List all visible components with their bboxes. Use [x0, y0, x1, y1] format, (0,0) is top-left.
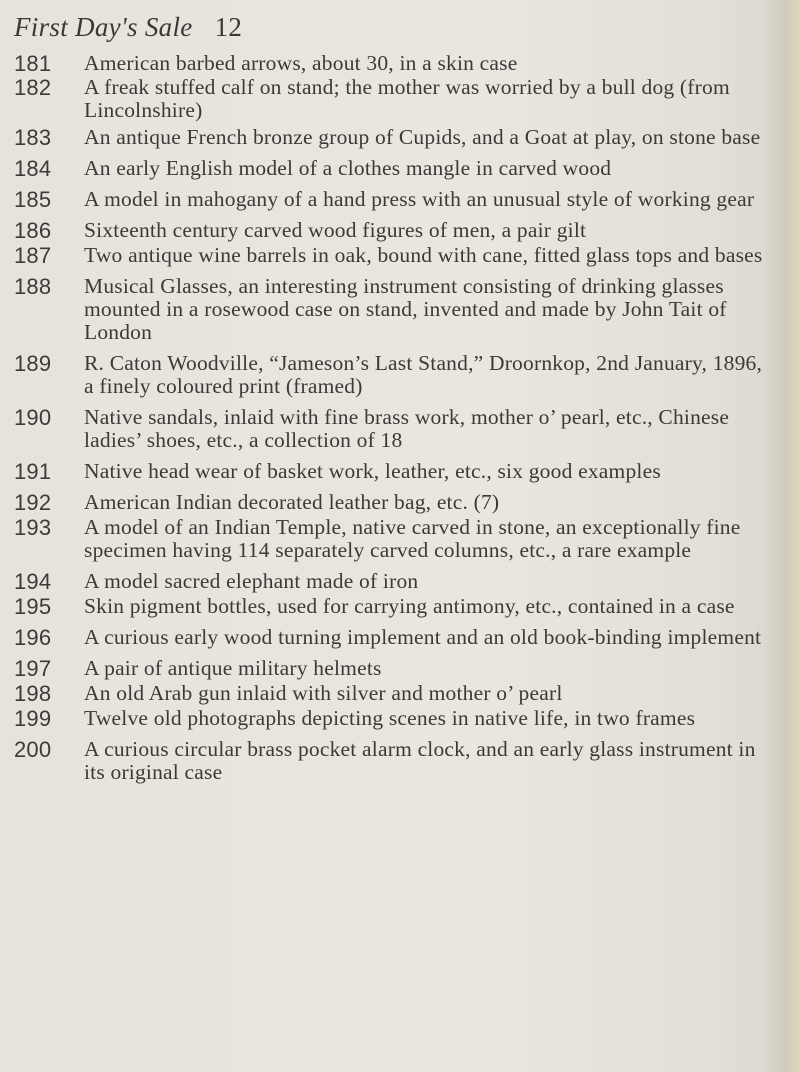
lot-item	[14, 244, 774, 267]
lot-item	[14, 406, 774, 452]
lot-item	[14, 657, 774, 680]
lot-description: A model of an Indian Temple, native carved in stone, an exceptionally fine specimen having 114 separately carved columns, etc., a rare example	[84, 515, 741, 562]
lot-item	[14, 626, 774, 649]
lot-item	[14, 460, 774, 483]
lot-item	[14, 219, 774, 242]
lot-description: An old Arab gun inlaid with silver and mother o’ pearl	[84, 681, 563, 705]
lot-description: Two antique wine barrels in oak, bound with cane, fitted glass tops and bases	[84, 243, 763, 267]
lot-description: An early English model of a clothes mangle in carved wood	[84, 156, 612, 180]
lot-number: 184	[14, 156, 52, 181]
lot-item	[14, 682, 774, 705]
lot-number: 192	[14, 490, 52, 515]
lot-description: An antique French bronze group of Cupids, and a Goat at play, on stone base	[84, 125, 761, 149]
lot-number: 193	[14, 515, 52, 540]
lot-item	[14, 76, 774, 122]
lot-number: 185	[14, 187, 52, 212]
lot-description: A model in mahogany of a hand press with an unusual style of working gear	[84, 187, 755, 211]
page-number: 12	[214, 12, 243, 42]
lot-description: Skin pigment bottles, used for carrying antimony, etc., contained in a case	[84, 594, 735, 618]
lot-item	[14, 738, 774, 784]
lot-description: Musical Glasses, an interesting instrument consisting of drinking glasses mounted in a rosewood case on stand, invented and made by John Tait of London	[84, 274, 727, 344]
lot-number: 182	[14, 75, 52, 100]
lot-item	[14, 126, 774, 149]
lot-description: A pair of antique military helmets	[84, 656, 382, 680]
lot-description: A freak stuffed calf on stand; the mother was worried by a bull dog (from Lincolnshire)	[84, 75, 730, 122]
lot-number: 187	[14, 243, 52, 268]
lot-item	[14, 52, 774, 75]
lot-description: A model sacred elephant made of iron	[84, 569, 419, 593]
page-title: First Day's Sale	[14, 12, 193, 42]
lot-description: Twelve old photographs depicting scenes in native life, in two frames	[84, 706, 696, 730]
lot-number: 196	[14, 625, 52, 650]
lot-description: American Indian decorated leather bag, etc. (7)	[84, 490, 500, 514]
lot-number: 194	[14, 569, 52, 594]
lot-number: 198	[14, 681, 52, 706]
lot-number: 181	[14, 51, 52, 76]
lot-description: Native head wear of basket work, leather, etc., six good examples	[84, 459, 661, 483]
page-header	[14, 12, 242, 43]
lot-number: 200	[14, 737, 52, 762]
lot-description: A curious circular brass pocket alarm clock, and an early glass instrument in its original case	[84, 737, 756, 784]
lot-number: 191	[14, 459, 52, 484]
lot-number: 188	[14, 274, 52, 299]
lot-item	[14, 157, 774, 180]
lot-number: 195	[14, 594, 52, 619]
lot-item	[14, 707, 774, 730]
lot-number: 183	[14, 125, 52, 150]
lot-number: 190	[14, 405, 52, 430]
lot-number: 186	[14, 218, 52, 243]
lot-description: Sixteenth century carved wood figures of men, a pair gilt	[84, 218, 587, 242]
lot-number: 199	[14, 706, 52, 731]
lot-item	[14, 570, 774, 593]
lot-description: American barbed arrows, about 30, in a skin case	[84, 51, 518, 75]
lot-item	[14, 516, 774, 562]
lot-item	[14, 352, 774, 398]
lot-description: R. Caton Woodville, “Jameson’s Last Stand,” Droornkop, 2nd January, 1896, a finely coloured print (framed)	[84, 351, 763, 398]
lot-description: A curious early wood turning implement and an old book-binding implement	[84, 625, 762, 649]
lot-number: 189	[14, 351, 52, 376]
lot-number: 197	[14, 656, 52, 681]
lot-list	[14, 52, 774, 784]
lot-item	[14, 188, 774, 211]
lot-item	[14, 275, 774, 344]
lot-description: Native sandals, inlaid with fine brass work, mother o’ pearl, etc., Chinese ladies’ shoes, etc., a collection of 18	[84, 405, 730, 452]
lot-item	[14, 595, 774, 618]
lot-item	[14, 491, 774, 514]
